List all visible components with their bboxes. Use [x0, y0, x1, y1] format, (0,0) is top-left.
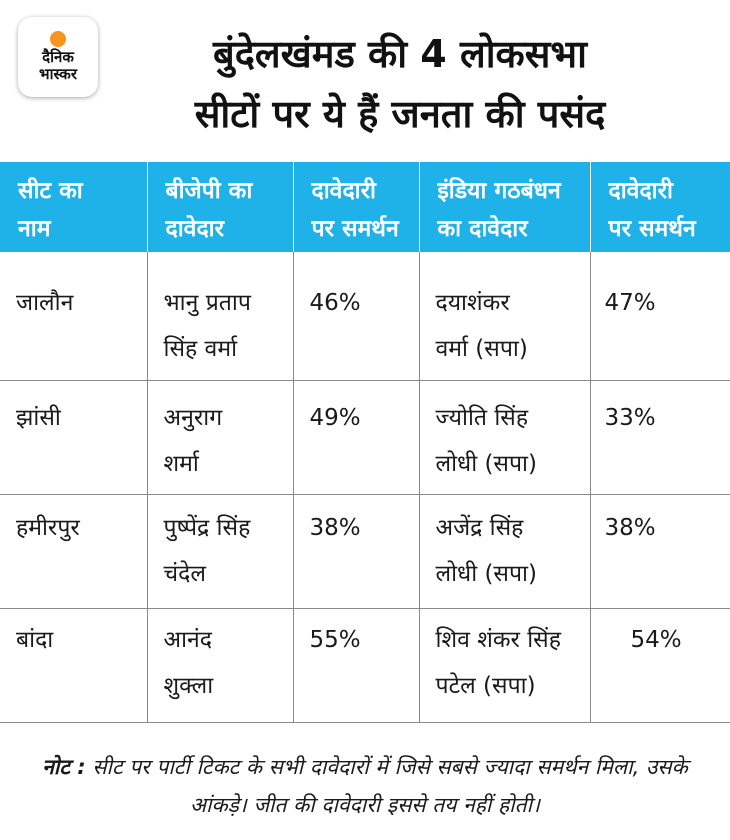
table-header-row: [0, 162, 730, 252]
title-line2: सीटों पर ये हैं जनता की पसंद: [194, 92, 606, 136]
header-bjp-support: दावेदारी पर समर्थन: [293, 162, 419, 252]
seat-name: जालौन: [0, 252, 147, 380]
sun-icon: [50, 31, 66, 47]
india-candidate: ज्योति सिंह लोधी (सपा): [419, 380, 590, 494]
bjp-support: 38%: [293, 494, 419, 608]
page-title: [100, 24, 700, 144]
table-row: [0, 252, 730, 380]
footnote: [20, 748, 710, 824]
seats-table: [0, 162, 730, 723]
table-row: [0, 494, 730, 608]
india-support: 38%: [590, 494, 730, 608]
india-support: 54%: [590, 608, 730, 722]
header-seat-name: सीट का नाम: [0, 162, 147, 252]
bjp-support: 55%: [293, 608, 419, 722]
title-line1: बुंदेलखंमड की 4 लोकसभा: [213, 32, 587, 76]
dainik-bhaskar-logo: [18, 17, 98, 97]
header-india-support: दावेदारी पर समर्थन: [590, 162, 730, 252]
bjp-support: 49%: [293, 380, 419, 494]
header-bjp-candidate: बीजेपी का दावेदार: [147, 162, 293, 252]
india-candidate: अजेंद्र सिंह लोधी (सपा): [419, 494, 590, 608]
note-text: सीट पर पार्टी टिकट के सभी दावेदारों में जिसे सबसे ज्यादा समर्थन मिला, उसके आंकड़े। जीत की दावेदारी इससे तय नहीं होती।: [92, 755, 688, 817]
bjp-candidate: भानु प्रताप सिंह वर्मा: [147, 252, 293, 380]
bjp-candidate: आनंद शुक्ला: [147, 608, 293, 722]
seat-name: झांसी: [0, 380, 147, 494]
india-candidate: दयाशंकर वर्मा (सपा): [419, 252, 590, 380]
logo-text-line2: भास्कर: [39, 65, 77, 83]
header: [0, 0, 730, 162]
logo-text-line1: दैनिक: [42, 48, 74, 66]
india-support: 47%: [590, 252, 730, 380]
seat-name: हमीरपुर: [0, 494, 147, 608]
bjp-support: 46%: [293, 252, 419, 380]
bjp-candidate: अनुराग शर्मा: [147, 380, 293, 494]
note-label: नोट :: [42, 755, 86, 779]
india-support: 33%: [590, 380, 730, 494]
seat-name: बांदा: [0, 608, 147, 722]
india-candidate: शिव शंकर सिंह पटेल (सपा): [419, 608, 590, 722]
table-row: [0, 380, 730, 494]
table-row: [0, 608, 730, 722]
bjp-candidate: पुष्पेंद्र सिंह चंदेल: [147, 494, 293, 608]
header-india-candidate: इंडिया गठबंधन का दावेदार: [419, 162, 590, 252]
